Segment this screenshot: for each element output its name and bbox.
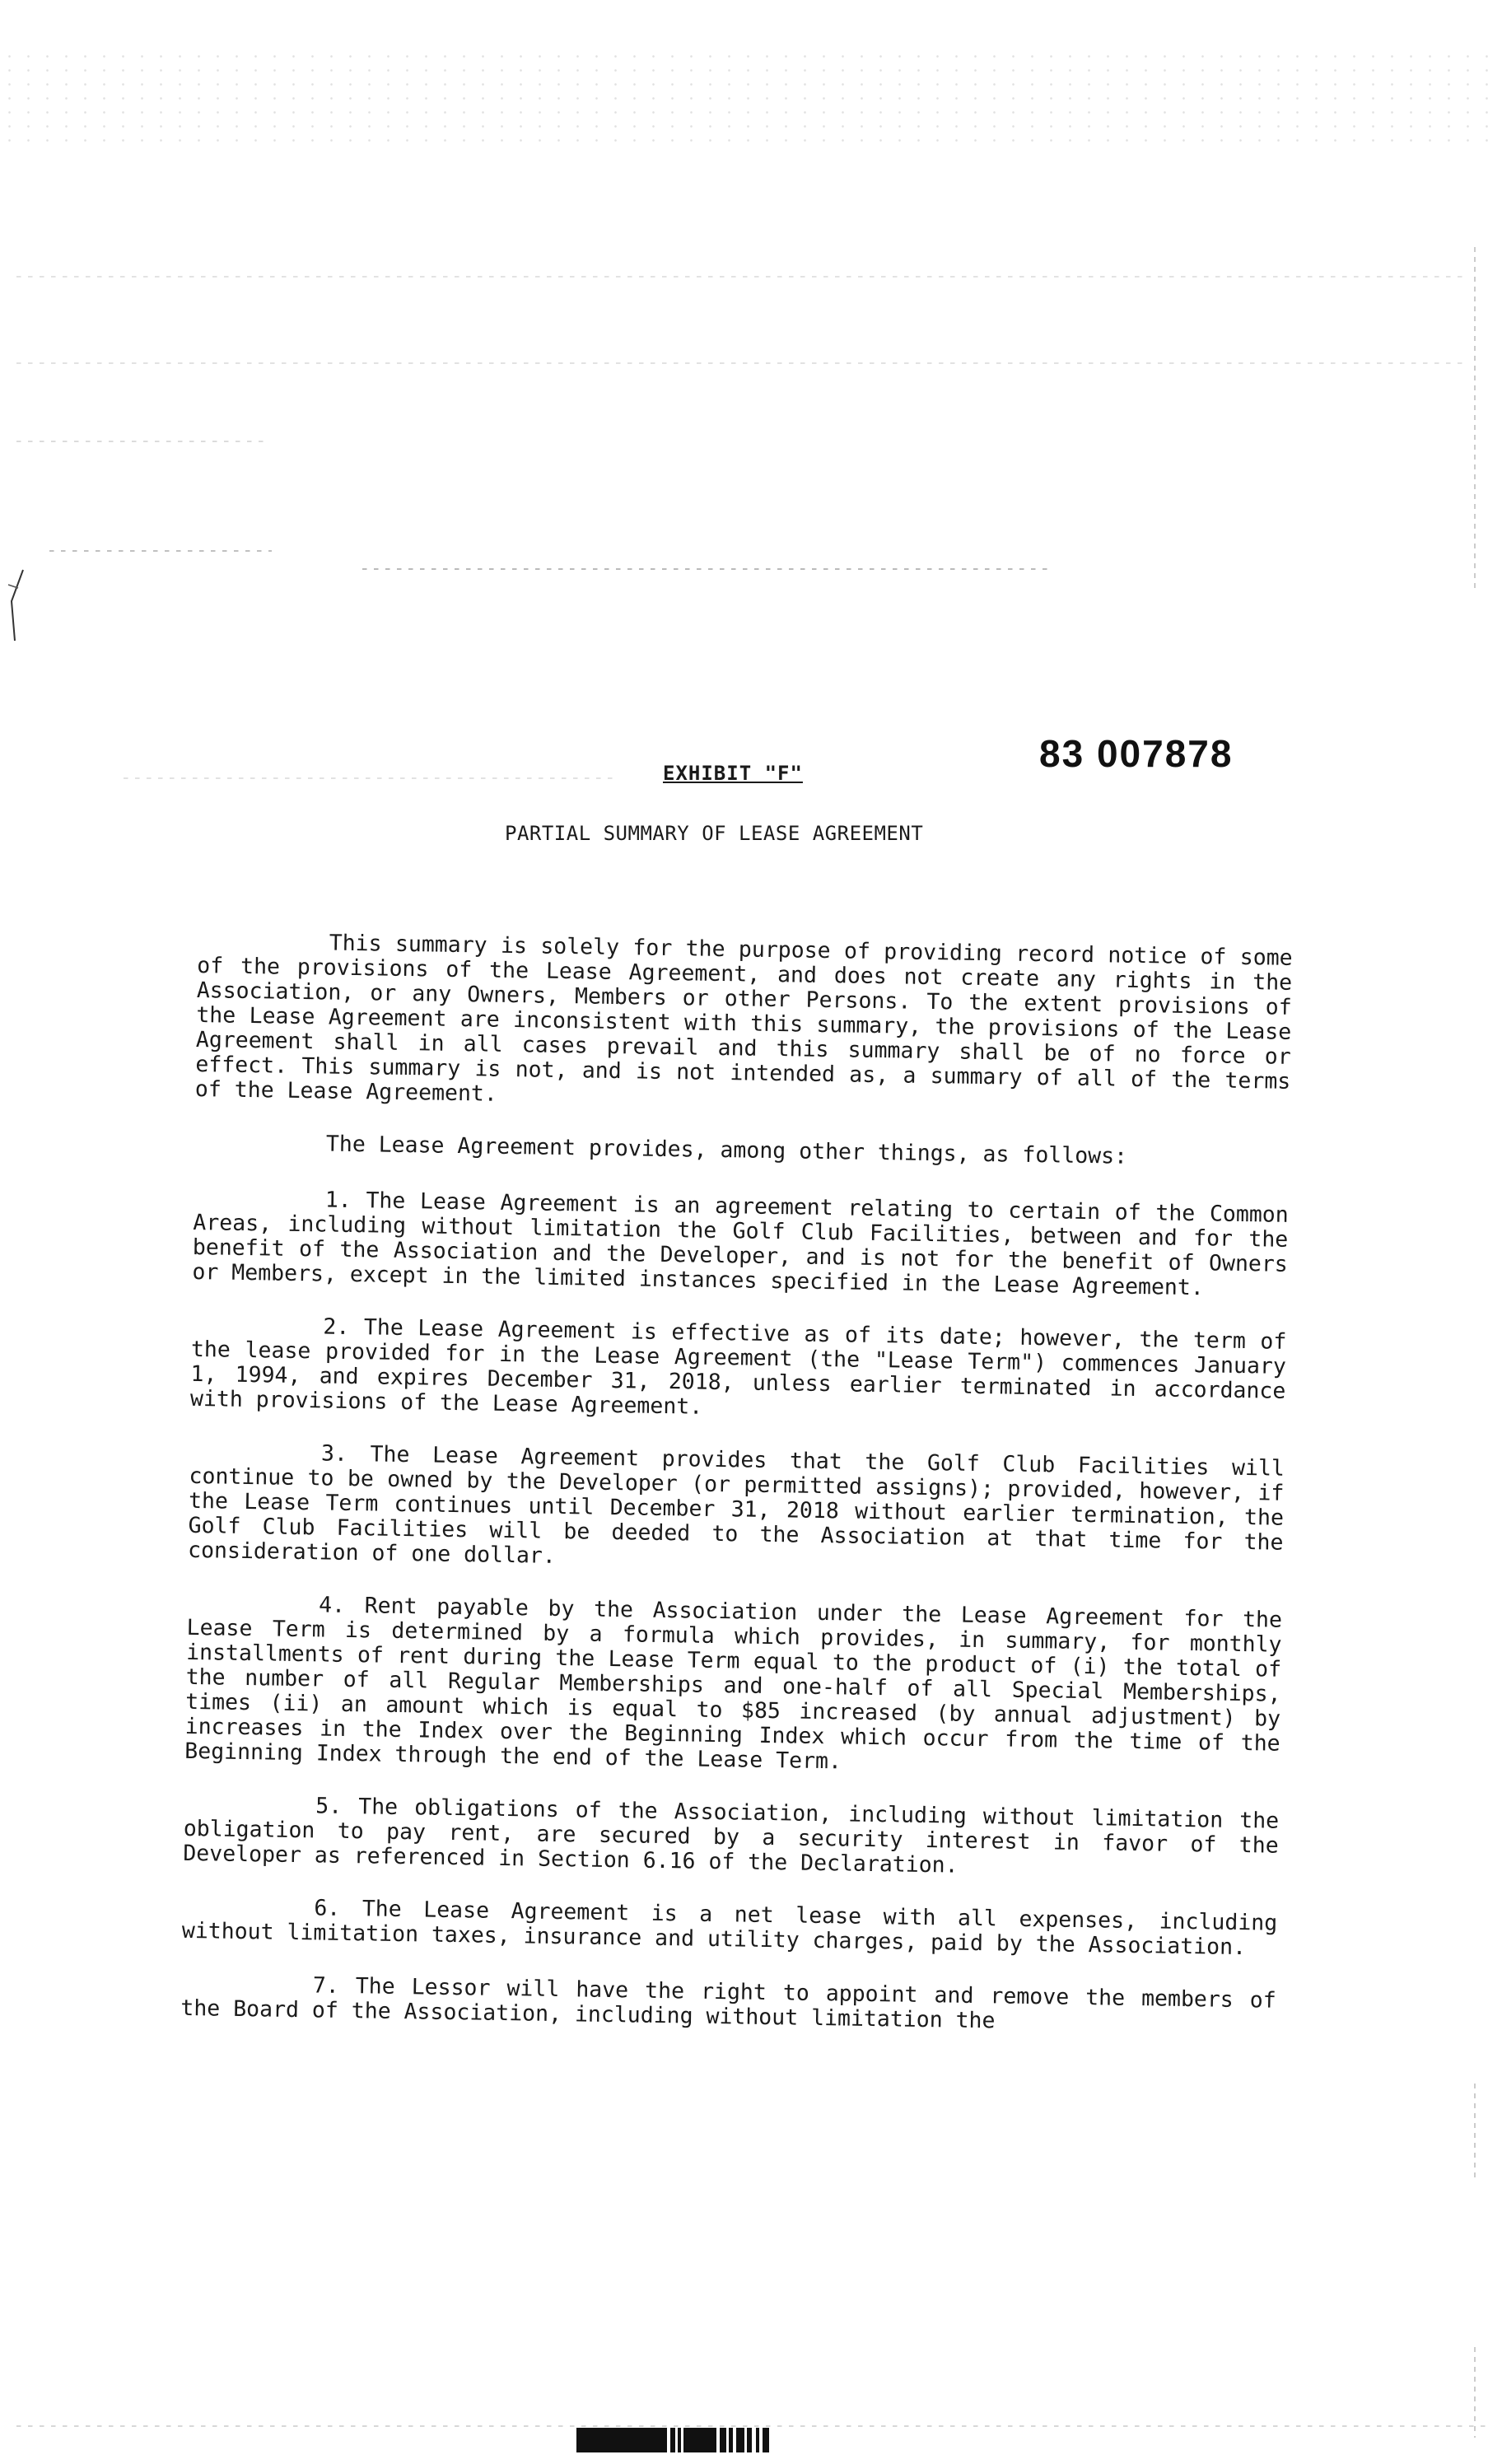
lead-paragraph: The Lease Agreement provides, among other things, as follows:	[325, 1131, 1128, 1169]
list-item: 6. The Lease Agreement is a net lease with all expenses, including without limitation taxes, insurance and utility charges, paid by the Association.	[181, 1895, 1278, 1961]
scan-line-1	[16, 276, 1466, 278]
page-title: PARTIAL SUMMARY OF LEASE AGREEMENT	[505, 822, 924, 845]
scan-edge-right-lower	[1474, 2084, 1476, 2182]
scan-line-5	[362, 568, 1054, 570]
barcode-icon	[576, 2428, 777, 2452]
scan-line-2	[16, 362, 1466, 364]
scan-line-6	[124, 777, 618, 779]
list-item: 1. The Lease Agreement is an agreement relating to certain of the Common Areas, including without limitation the Golf Club Facilities, between and for the benefit of the Association and the Developer, and is not for the benefit of Owners or Members, except in the limited instances specified in the Lease Agreement.	[192, 1187, 1289, 1301]
scan-line-4	[49, 550, 272, 552]
intro-paragraph: This summary is solely for the purpose of providing record notice of some of the provisions of the Lease Agreement, and does not create any rights in the Association, or any Owners, Members or other Persons. To the extent provisions of the Lease Agreement are inconsistent with this summary, the provisions of the Lease Agreement shall in all cases prevail and this summary shall be of no force or effect. This summary is not, and is not intended as, a summary of all of the terms of the Lease Agreement.	[194, 930, 1293, 1107]
list-item: 7. The Lessor will have the right to appoint and remove the members of the Board of the Association, including without limitation the	[180, 1972, 1276, 2034]
list-item: 2. The Lease Agreement is effective as of its date; however, the term of the lease provided for in the Lease Agreement (the "Lease Term") commences January 1, 1994, and expires December 31, 2018, unless earlier terminated in accordance with provisions of the Lease Agreement.	[189, 1314, 1287, 1420]
exhibit-label: EXHIBIT "F"	[663, 762, 803, 785]
scan-edge-right	[1474, 247, 1476, 593]
list-item: 3. The Lease Agreement provides that the Golf Club Facilities will continue to be owned by the Developer (or permitted assigns); provided, however, if the Lease Term continues until December 31, 2018 without earlier termination, the Golf Club Facilities will be deeded to the Association at that time for the consideration of one dollar.	[187, 1440, 1285, 1569]
scan-line-7	[16, 2425, 1490, 2427]
summary-body	[180, 929, 1293, 2066]
scan-edge-right-bottom	[1474, 2347, 1476, 2438]
document-number: 83 007878	[1039, 732, 1234, 775]
scan-line-3	[16, 441, 264, 442]
list-item: 4. Rent payable by the Association under the Lease Agreement for the Lease Term is determined by a formula which provides, in summary, for monthly installments of rent during the Lease Term equal to the product of (i) the total of the number of all Regular Memberships and one-half of all Special Memberships, times (ii) an amount which is equal to $85 increased (by annual adjustment) by increases in the Index over the Beginning Index which occur from the time of the Beginning Index through the end of the Lease Term.	[184, 1592, 1283, 1775]
scan-mark-icon	[7, 568, 26, 642]
scan-noise-top	[0, 49, 1502, 148]
list-item: 5. The obligations of the Association, including without limitation the obligation to pay rent, are secured by a security interest in favor of the Developer as referenced in Section 6.16 of the Declaration.	[183, 1793, 1280, 1878]
